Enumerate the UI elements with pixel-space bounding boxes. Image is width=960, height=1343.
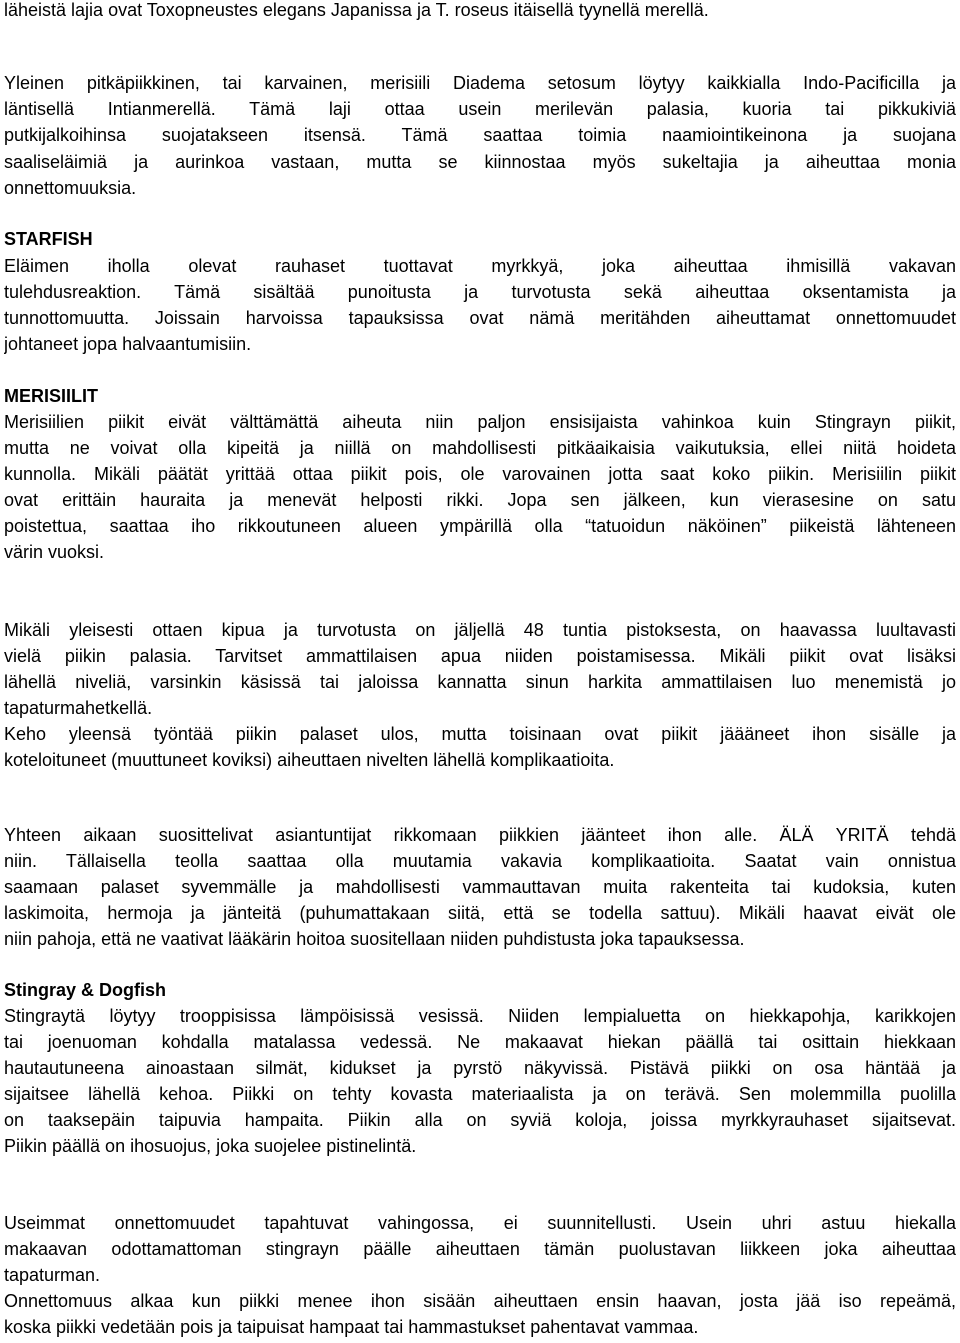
text-line: tai joenuoman kohdalla matalassa vedessä. Ne makaavat hiekan päällä tai osittain hiekkaan — [4, 1032, 956, 1052]
text-line: tapaturmahetkellä. — [4, 698, 153, 718]
text-line: tapaturman. — [4, 1265, 101, 1285]
text-line: kunnolla. Mikäli päätät yrittää ottaa piikit pois, ole varovainen jotta saat koko piikin. Merisiilin piikit — [4, 464, 956, 484]
text-line: koska piikki vedetään pois ja taipuisat hampaat tai hammastukset pahentavat vammaa. — [4, 1317, 699, 1337]
text-line: saaliseläimiä ja aurinkoa vastaan, mutta se kiinnostaa myös sukeltajia ja aiheuttaa monia — [4, 152, 956, 172]
text-line: saamaan palaset syvemmälle ja mahdollisesti vammauttavan muita rakenteita tai kudoksia, kuten — [4, 877, 956, 897]
text-line: Onnettomuus alkaa kun piikki menee ihon sisään aiheuttaen ensin haavan, josta jää iso repeämä, — [4, 1291, 956, 1311]
text-line: laskimoita, hermoja ja jänteitä (puhumattakaan siitä, että se todella sattuu). Mikäli haavat eivät ole — [4, 903, 956, 923]
section-heading: Stingray & Dogfish — [4, 980, 167, 1000]
text-line: Merisiilien piikit eivät välttämättä aiheuta niin paljon ensisijaista vahinkoa kuin Stingrayn piikit, — [4, 412, 956, 432]
text-line: Keho yleensä työntää piikin palaset ulos, mutta toisinaan ovat piikit jäääneet ihon sisälle ja — [4, 724, 956, 744]
text-line: Yhteen aikaan suosittelivat asiantuntijat rikkomaan piikkien jäänteet ihon alle. ÄLÄ YRITÄ tehdä — [4, 825, 956, 845]
text-line: Yleinen pitkäpiikkinen, tai karvainen, merisiili Diadema setosum löytyy kaikkialla Indo-Pacificilla ja — [4, 73, 956, 93]
text-line: makaavan odottamattoman stingrayn päälle aiheuttaen tämän puolustavan liikkeen joka aiheuttaa — [4, 1239, 956, 1259]
text-line: on taaksepäin taipuvia hampaita. Piikin alla on syviä koloja, joissa myrkkyrauhaset sijaitsevat. — [4, 1110, 956, 1130]
text-line: mutta ne voivat olla kipeitä ja niillä on mahdollisesti pitkäaikaisia vaikutuksia, ellei niitä hoideta — [4, 438, 956, 458]
section-heading: MERISIILIT — [4, 386, 98, 406]
text-line: Mikäli yleisesti ottaen kipua ja turvotusta on jäljellä 48 tuntia pistoksesta, on haavassa luultavasti — [4, 620, 956, 640]
text-line: Eläimen iholla olevat rauhaset tuottavat myrkkyä, joka aiheuttaa ihmisillä vakavan — [4, 256, 956, 276]
text-line: tunnottomuutta. Joissain harvoissa tapauksissa ovat nämä meritähden aiheuttamat onnettomuudet — [4, 308, 956, 328]
text-line: poistettua, saattaa iho rikkoutuneen alueen ympärillä olla “tatuoidun näköinen” piikeistä lähteneen — [4, 516, 956, 536]
text-line: tulehdusreaktion. Tämä sisältää punoitusta ja turvotusta sekä aiheuttaa oksentamista ja — [4, 282, 956, 302]
text-line: Useimmat onnettomuudet tapahtuvat vahingossa, ei suunnitellusti. Usein uhri astuu hiekalla — [4, 1213, 956, 1233]
text-line: onnettomuuksia. — [4, 178, 137, 198]
text-line: vielä piikin palasia. Tarvitset ammattilaisen apua niiden poistamisessa. Mikäli piikit ovat lisäksi — [4, 646, 956, 666]
section-heading: STARFISH — [4, 229, 93, 249]
text-line: sijaitsee lähellä kehoa. Piikki on tehty kovasta materiaalista ja on terävä. Sen molemmilla puolilla — [4, 1084, 956, 1104]
text-line: läntisellä Intianmerellä. Tämä laji ottaa usein merilevän palasia, kuoria tai pikkukiviä — [4, 99, 956, 119]
text-line: Piikin päällä on ihosuojus, joka suojelee pistinelintä. — [4, 1136, 417, 1156]
text-line: niin. Tällaisella teolla saattaa olla muutamia vakavia komplikaatioita. Saatat vain onnistua — [4, 851, 956, 871]
text-line: läheistä lajia ovat Toxopneustes elegans Japanissa ja T. roseus itäisellä tyynellä merellä. — [4, 0, 709, 20]
text-line: johtaneet jopa halvaantumisiin. — [4, 334, 252, 354]
text-line: koteloituneet (muuttuneet koviksi) aiheuttaen nivelten lähellä komplikaatioita. — [4, 750, 615, 770]
text-line: putkijalkoihinsa suojatakseen itsensä. Tämä saattaa toimia naamiointikeinona ja suojana — [4, 125, 956, 145]
text-line: lähellä niveliä, varsinkin käsissä tai jaloissa kannatta sinun harkita ammattilaisen luo menemistä jo — [4, 672, 956, 692]
text-line: hautautuneena ainoastaan silmät, kidukset ja pyrstö näkyvissä. Pistävä piikki on osa häntää ja — [4, 1058, 956, 1078]
text-line: värin vuoksi. — [4, 542, 105, 562]
text-line: niin pahoja, että ne vaativat lääkärin hoitoa suositellaan niiden puhdistusta joka tapauksessa. — [4, 929, 745, 949]
text-line: ovat erittäin hauraita ja menevät helposti rikki. Jopa sen jälkeen, kun vierasesine on satu — [4, 490, 956, 510]
text-line: Stingraytä löytyy trooppisissa lämpöisissä vesissä. Niiden lempialuetta on hiekkapohja, karikkojen — [4, 1006, 956, 1026]
